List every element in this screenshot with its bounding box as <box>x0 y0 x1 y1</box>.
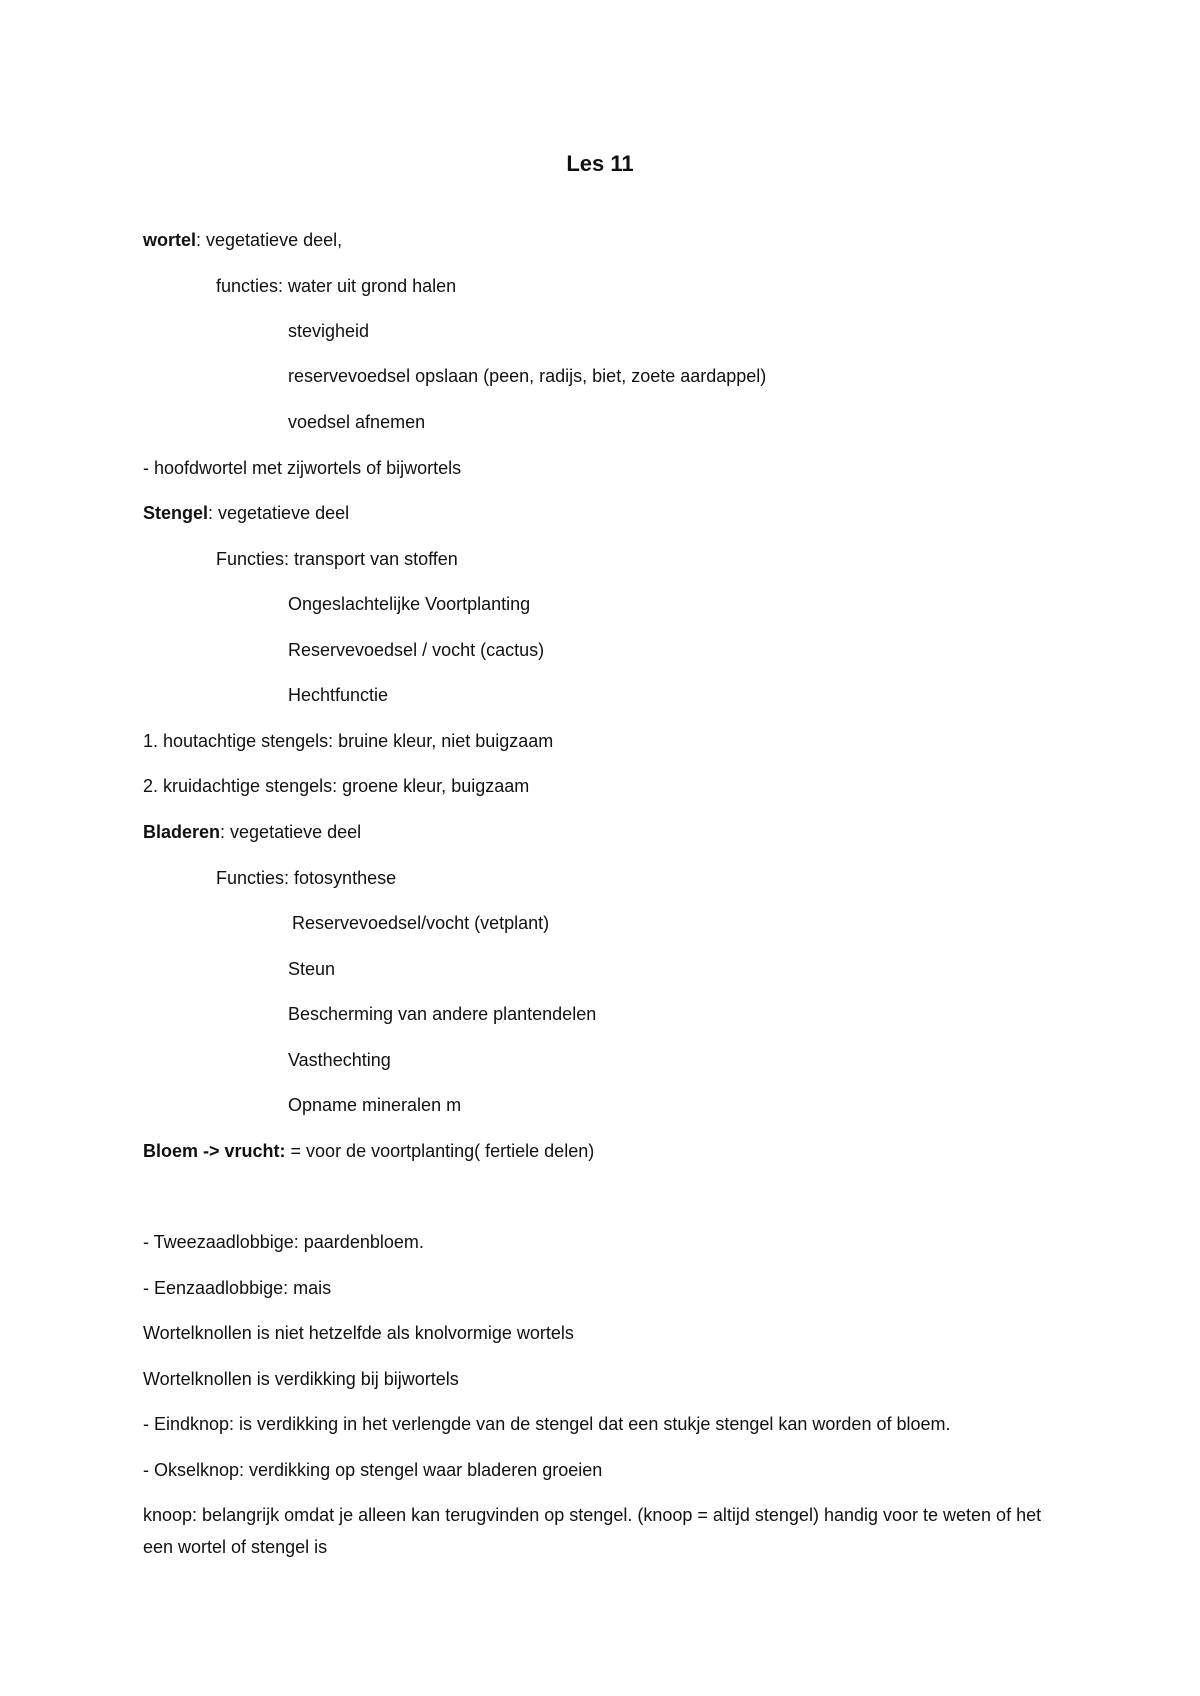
wortel-heading-line <box>143 228 342 252</box>
bloem-intro: = voor de voortplanting( fertiele delen) <box>285 1141 595 1161</box>
bladeren-heading: Bladeren <box>143 822 221 842</box>
stengel-functions-label: Functies: transport van stoffen <box>216 549 458 569</box>
bloem-heading-line <box>143 1139 594 1163</box>
stengel-heading-line <box>143 501 349 525</box>
note-item: knoop: belangrijk omdat je alleen kan terugvinden op stengel. (knoop = altijd stengel) handig voor te weten of het een wortel of stengel is <box>143 1505 1042 1557</box>
wortel-function-item: reservevoedsel opslaan (peen, radijs, biet, zoete aardappel) <box>288 366 767 386</box>
bloem-heading: Bloem -> vrucht: <box>143 1141 286 1161</box>
page-title: Les 11 <box>566 151 634 176</box>
bladeren-function-item: Steun <box>288 959 336 979</box>
stengel-heading: Stengel <box>143 503 209 523</box>
bladeren-function-item: Bescherming van andere plantendelen <box>288 1004 597 1024</box>
note-item: Wortelknollen is niet hetzelfde als knolvormige wortels <box>143 1323 574 1343</box>
note-item: - Eindknop: is verdikking in het verlengde van de stengel dat een stukje stengel kan worden of bloem. <box>143 1414 951 1434</box>
note-item: - Eenzaadlobbige: mais <box>143 1278 332 1298</box>
stengel-intro: : vegetatieve deel <box>208 503 350 523</box>
note-item: Wortelknollen is verdikking bij bijwortels <box>143 1369 459 1389</box>
stengel-function-item: Ongeslachtelijke Voortplanting <box>288 594 531 614</box>
bladeren-function-item: Reservevoedsel/vocht (vetplant) <box>292 913 550 933</box>
note-item: - Tweezaadlobbige: paardenbloem. <box>143 1232 424 1252</box>
stengel-type-item: 2. kruidachtige stengels: groene kleur, buigzaam <box>143 776 530 796</box>
wortel-function-item: stevigheid <box>288 321 370 341</box>
bladeren-functions-label: Functies: fotosynthese <box>216 868 397 888</box>
stengel-type-item: 1. houtachtige stengels: bruine kleur, niet buigzaam <box>143 731 554 751</box>
bladeren-intro: : vegetatieve deel <box>220 822 362 842</box>
note-item: - Okselknop: verdikking op stengel waar bladeren groeien <box>143 1460 603 1480</box>
wortel-functions-label: functies: water uit grond halen <box>216 276 457 296</box>
stengel-function-item: Hechtfunctie <box>288 685 389 705</box>
wortel-intro: : vegetatieve deel, <box>196 230 343 250</box>
wortel-heading: wortel <box>143 230 197 250</box>
wortel-note: - hoofdwortel met zijwortels of bijwortels <box>143 458 462 478</box>
bladeren-function-item: Vasthechting <box>288 1050 391 1070</box>
wortel-function-item: voedsel afnemen <box>288 412 426 432</box>
stengel-function-item: Reservevoedsel / vocht (cactus) <box>288 640 545 660</box>
bladeren-heading-line <box>143 820 361 844</box>
bladeren-function-item: Opname mineralen m <box>288 1095 462 1115</box>
